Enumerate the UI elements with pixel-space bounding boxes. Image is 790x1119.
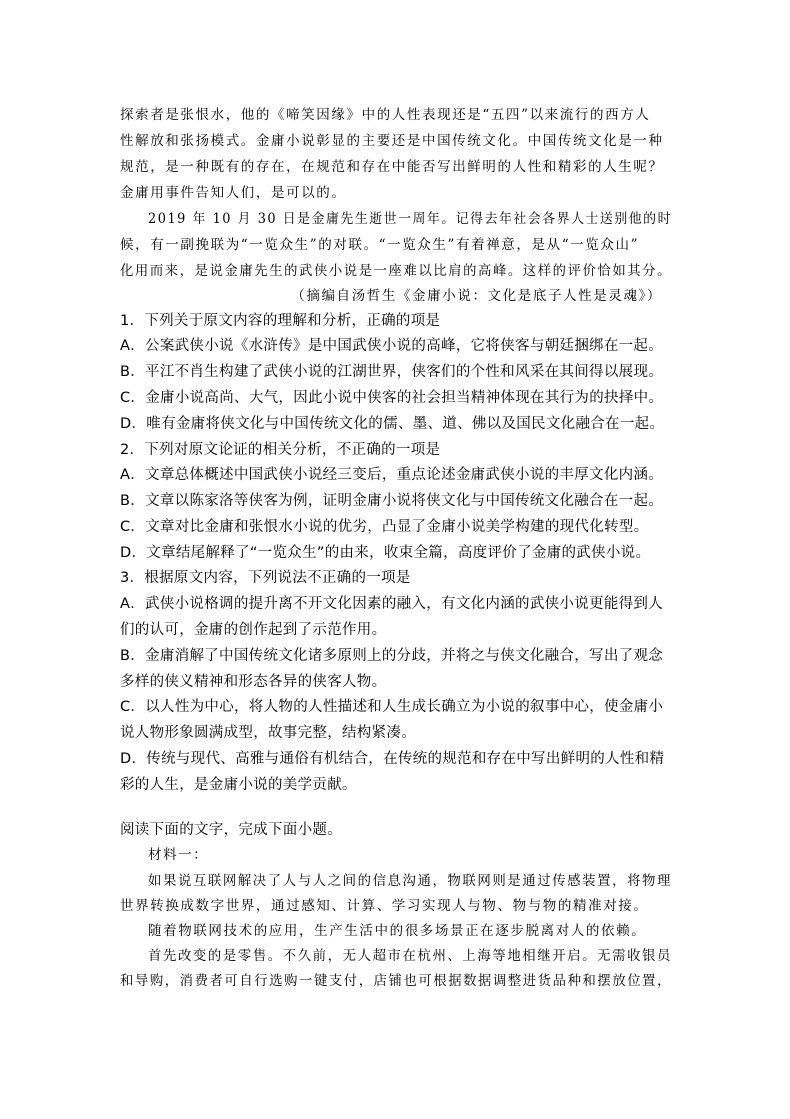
question-option-continuation: 说人物形象圆满成型，故事完整，结构紧凑。: [120, 725, 416, 741]
question-option: B．金庸消解了中国传统文化诸多原则上的分歧，并将之与侠文化融合，写出了观念: [120, 648, 664, 664]
material-line: 首先改变的是零售。不久前，无人超市在杭州、上海等地相继开启。无需收银员: [148, 948, 672, 964]
passage-line: 金庸用事件告知人们，是可以的。: [120, 185, 347, 201]
question-option: D．传统与现代、高雅与通俗有机结合，在传统的规范和存在中写出鲜明的人性和精: [120, 751, 665, 767]
question-option-continuation: 多样的侠义精神和形态各异的侠客人物。: [120, 674, 387, 690]
question-option-continuation: 彩的人生，是金庸小说的美学贡献。: [120, 777, 357, 793]
question-option: C．文章对比金庸和张恨水小说的优劣，凸显了金庸小说美学构建的现代化转型。: [120, 519, 649, 535]
passage-line: 2019 年 10 月 30 日是金庸先生逝世一周年。记得去年社会各界人士送别他的时: [148, 211, 672, 227]
material-line: 和导购，消费者可自行选购一键支付，店铺也可根据数据调整进货品种和摆放位置，: [120, 973, 672, 989]
question-stem: 2．下列对原文论证的相关分析，不正确的一项是: [120, 442, 441, 458]
question-option: D．文章结尾解释了“一览众生”的由来，收束全篇，高度评价了金庸的武侠小说。: [120, 545, 651, 561]
question-option: C．以人性为中心，将人物的人性描述和人生成长确立为小说的叙事中心，使金庸小: [120, 699, 664, 715]
question-stem: 1．下列关于原文内容的理解和分析，正确的项是: [120, 313, 441, 329]
section-instruction: 阅读下面的文字，完成下面小题。: [120, 822, 342, 838]
passage-line: 探索者是张恨水，他的《啼笑因缘》中的人性表现还是“五四”以来流行的西方人: [120, 107, 651, 123]
question-option: D．唯有金庸将侠文化与中国传统文化的儒、墨、道、佛以及国民文化融合在一起。: [120, 416, 665, 432]
question-option: B．文章以陈家洛等侠客为例，证明金庸小说将侠文化与中国传统文化融合在一起。: [120, 493, 664, 509]
material-line: 随着物联网技术的应用，生产生活中的很多场景正在逐步脱离对人的依赖。: [148, 923, 647, 939]
material-line: 世界转换成数字世界，通过感知、计算、学习实现人与物、物与物的精准对接。: [120, 898, 649, 914]
passage-line: 候，有一副挽联为“一览众生”的对联。“一览众生”有着禅意，是从“一览众山”: [120, 237, 640, 253]
passage-line: 化用而来，是说金庸先生的武侠小说是一座难以比肩的高峰。这样的评价恰如其分。: [120, 263, 672, 279]
question-option: C．金庸小说高尚、大气，因此小说中侠客的社会担当精神体现在其行为的抉择中。: [120, 390, 664, 406]
question-stem: 3．根据原文内容，下列说法不正确的一项是: [120, 570, 411, 586]
material-line: 如果说互联网解决了人与人之间的信息沟通，物联网则是通过传感装置，将物理: [148, 873, 672, 889]
material-label: 材料一：: [148, 847, 209, 863]
passage-line: 性解放和张扬模式。金庸小说彰显的主要还是中国传统文化。中国传统文化是一种: [120, 133, 664, 149]
passage-line: 规范，是一种既有的存在，在规范和存在中能否写出鲜明的人性和精彩的人生呢？: [120, 159, 664, 175]
passage-source: （摘编自汤哲生《金庸小说：文化是底子人性是灵魂》）: [291, 288, 662, 304]
question-option: B．平江不肖生构建了武侠小说的江湖世界，侠客们的个性和风采在其间得以展现。: [120, 364, 664, 380]
question-option: A．武侠小说格调的提升离不开文化因素的融入，有文化内涵的武侠小说更能得到人: [120, 596, 664, 612]
question-option: A．公案武侠小说《水浒传》是中国武侠小说的高峰，它将侠客与朝廷捆绑在一起。: [120, 338, 664, 354]
question-option: A．文章总体概述中国武侠小说经三变后，重点论述金庸武侠小说的丰厚文化内涵。: [120, 467, 664, 483]
question-option-continuation: 们的认可，金庸的创作起到了示范作用。: [120, 622, 387, 638]
